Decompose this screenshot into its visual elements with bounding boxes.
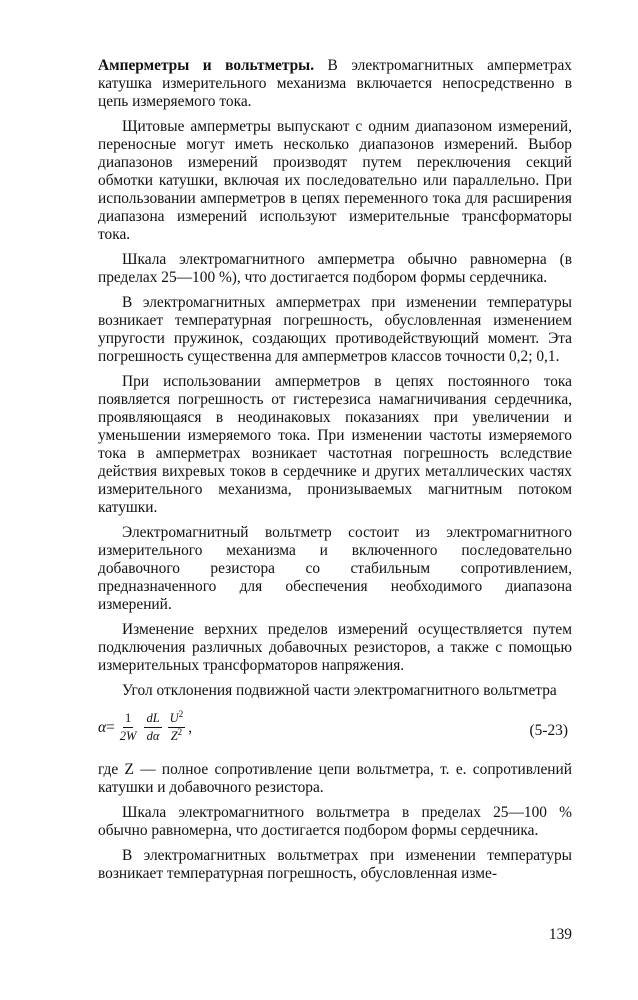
- paragraph-2: Щитовые амперметры выпускают с одним диапазоном измерений, переносные могут иметь несколько диапазонов измерений. Выбор диапазонов измерений производят путем переключения секций обмотки катушки, включая их последовательно или параллельно. При использовании амперметров в цепях переменного тока для расширения диапазона измерений используют измерительные трансформаторы тока.: [98, 118, 572, 243]
- fraction-3: [168, 708, 186, 744]
- page-number: 139: [548, 926, 572, 943]
- equation-equals: =: [106, 718, 115, 736]
- paragraph-6: Электромагнитный вольтметр состоит из электромагнитного измерительного механизма и включенного последовательно добавочного резистора со стабильным сопротивлением, предназначенного для обеспечения необходимого диапазона измерений.: [98, 524, 572, 613]
- fraction-2-denominator: dα: [146, 729, 160, 743]
- fraction-1-denominator: 2W: [119, 729, 137, 743]
- equation-trailing-comma: ,: [188, 718, 193, 736]
- fraction-3-denominator: $Z^2$: [170, 726, 183, 743]
- fraction-1-numerator: 1: [123, 711, 133, 728]
- paragraph-11: В электромагнитных вольтметрах при изменении температуры возникает температурная погрешность, обусловленная изме-: [98, 847, 572, 882]
- paragraph-3: Шкала электромагнитного амперметра обычно равномерна (в пределах 25—100 %), что достигается подбором формы сердечника.: [98, 251, 572, 286]
- paragraph-1: [98, 57, 572, 111]
- paragraph-5: При использовании амперметров в цепях постоянного тока появляется погрешность от гистерезиса намагничивания сердечника, проявляющаяся в неодинаковых показаниях при увеличении и уменьшении измеряемого тока. При изменении частоты измеряемого тока в амперметрах возникает частотная погрешность вследствие действия вихревых токов в сердечнике и других металлических частях измерительного механизма, пронизываемых магнитным потоком катушки.: [98, 373, 572, 516]
- paragraph-10: Шкала электромагнитного вольтметра в пределах 25—100 % обычно равномерна, что достигается подбором формы сердечника.: [98, 804, 572, 839]
- equation-lhs: α: [98, 718, 107, 736]
- fraction-3-numerator: $U^2$: [168, 711, 186, 728]
- equation-5-23: [98, 707, 572, 755]
- paragraph-1-body: В электромагнитных амперметрах катушка измерительного механизма включается непосредственно в цепь измеряемого тока.: [98, 57, 572, 110]
- paragraph-9: где Z — полное сопротивление цепи вольтметра, т. е. сопротивлений катушки и добавочного резистора.: [98, 761, 572, 796]
- page-text-column: [98, 57, 572, 890]
- fraction-2: [144, 711, 161, 744]
- paragraph-8: Угол отклонения подвижной части электромагнитного вольтметра: [122, 682, 557, 699]
- fraction-2-numerator: dL: [144, 711, 161, 728]
- equation-number: (5-23): [529, 722, 568, 739]
- paragraph-7: Изменение верхних пределов измерений осуществляется путем подключения различных добавочных резисторов, а также с помощью измерительных трансформаторов напряжения.: [98, 621, 572, 674]
- section-heading: Амперметры и вольтметры.: [98, 57, 315, 74]
- paragraph-4: В электромагнитных амперметрах при изменении температуры возникает температурная погрешность, обусловленная изменением упругости пружинок, создающих противодействующий момент. Эта погрешность существенна для амперметров классов точности 0,2; 0,1.: [98, 294, 572, 365]
- equation-body: [98, 708, 193, 744]
- fraction-1: [118, 711, 139, 744]
